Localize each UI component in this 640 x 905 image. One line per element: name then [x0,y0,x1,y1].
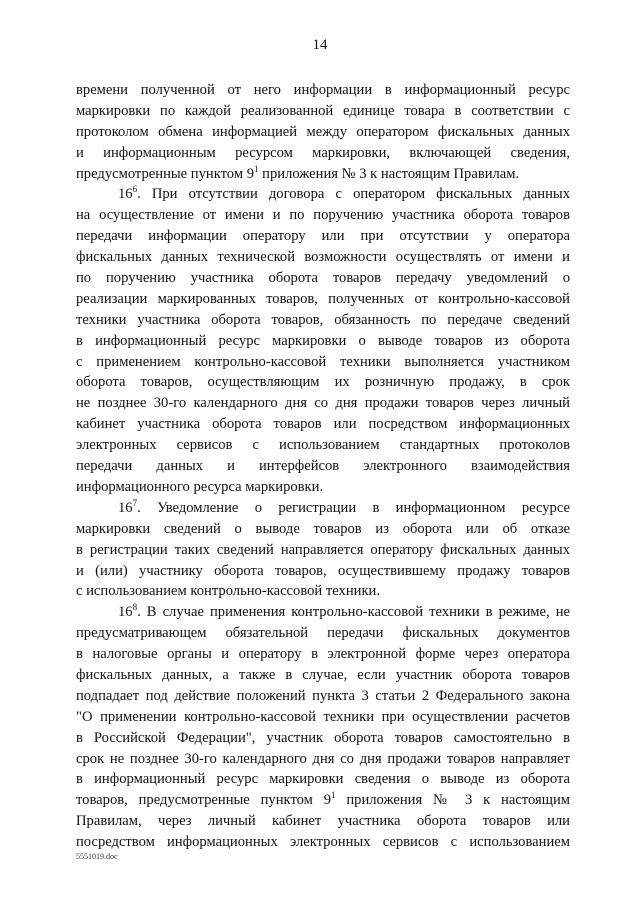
text-line: маркировки по каждой реализованной единице товара в соответствии с [76,102,570,119]
text-line: Правилам, через личный кабинет участника оборота товаров или [76,813,570,830]
text-line: и информационным ресурсом маркировки, включающей сведения, [76,144,570,161]
text-line: с использованием контрольно-кассовой техники. [76,583,380,600]
text-fragment: . При отсутствии договора с оператором фискальных данных [137,186,570,203]
text-fragment: . В случае применения контрольно-кассовой техники в режиме, не [137,604,570,621]
text-line: кабинет участника оборота товаров или посредством информационных [76,416,570,433]
text-line: передачи данных и интерфейсов электронного взаимодействия [76,458,570,475]
document-filename: 5551019.doc [76,852,118,861]
text-fragment: предусмотренные пунктом 9 [76,165,255,182]
superscript: 1 [331,790,336,801]
text-line: по поручению участника оборота товаров передачу уведомлений о [76,270,570,287]
text-line: в налоговые органы и оператору в электронной форме через оператора [76,646,570,663]
text-fragment: 16 [118,604,133,621]
superscript: 8 [132,602,138,613]
text-line: на осуществление от имени и по поручению участника оборота товаров [76,207,570,224]
text-line: реализации маркированных товаров, полученных от контрольно-кассовой [76,290,570,307]
paragraph [76,80,570,184]
text-line [76,790,570,811]
text-line [76,498,570,519]
superscript: 1 [254,163,259,174]
text-line: оборота товаров, осуществляющим их розничную продажу, в срок [76,374,570,391]
text-fragment: приложения № 3 к настоящим Правилам. [258,165,520,182]
text-line: фискальных данных, а также в случае, если участник оборота товаров [76,666,570,683]
text-line: техники участника оборота товаров, обязанность по передаче сведений [76,311,570,328]
paragraph [76,602,570,853]
text-line: подпадает под действие положений пункта 3 статьи 2 Федерального закона [76,687,570,704]
text-line: срок не позднее 30-го календарного дня со дня продажи товаров направляет [76,750,570,767]
text-line: не позднее 30-го календарного дня со дня продажи товаров через личный [76,395,570,412]
text-line: электронных сервисов с использованием стандартных протоколов [76,437,570,454]
text-line: в Российской Федерации", участник оборота товаров самостоятельно в [76,729,570,746]
text-line: с применением контрольно-кассовой техники выполняется участником [76,353,570,370]
text-line: фискальных данных технической возможности осуществлять от имени и [76,249,570,266]
page-number: 14 [312,37,328,53]
superscript: 7 [132,497,138,508]
text-fragment: товаров, предусмотренные пунктом 9 [76,792,332,809]
text-fragment: приложения № 3 к настоящим [335,792,570,809]
text-fragment: 16 [118,499,133,516]
document-body [76,80,570,853]
superscript: 6 [132,184,138,195]
text-line: маркировки сведений о выводе товаров из оборота или об отказе [76,520,570,537]
text-line: передачи информации оператору или при отсутствии у оператора [76,228,570,245]
text-line: протоколом обмена информацией между оператором фискальных данных [76,123,570,140]
text-fragment: 16 [118,186,133,203]
text-line: посредством информационных электронных сервисов с использованием [76,834,570,851]
paragraph [76,498,570,602]
text-line [76,164,570,185]
text-line: в информационный ресурс маркировки о выводе товаров из оборота [76,332,570,349]
text-line: "О применении контрольно-кассовой техники при осуществлении расчетов [76,708,570,725]
text-line: предусматривающем обязательной передачи фискальных документов [76,625,570,642]
text-line: и (или) участнику оборота товаров, осуществившему продажу товаров [76,562,570,579]
text-line [76,602,570,623]
text-line: информационного ресурса маркировки. [76,478,324,495]
text-line: в регистрации таких сведений направляется оператору фискальных данных [76,541,570,558]
text-line: в информационный ресурс маркировки сведения о выводе из оборота [76,771,570,788]
text-fragment: . Уведомление о регистрации в информационном ресурсе [137,499,570,516]
text-line: времени полученной от него информации в информационный ресурс [76,82,570,98]
text-line [76,184,570,205]
paragraph [76,184,570,497]
